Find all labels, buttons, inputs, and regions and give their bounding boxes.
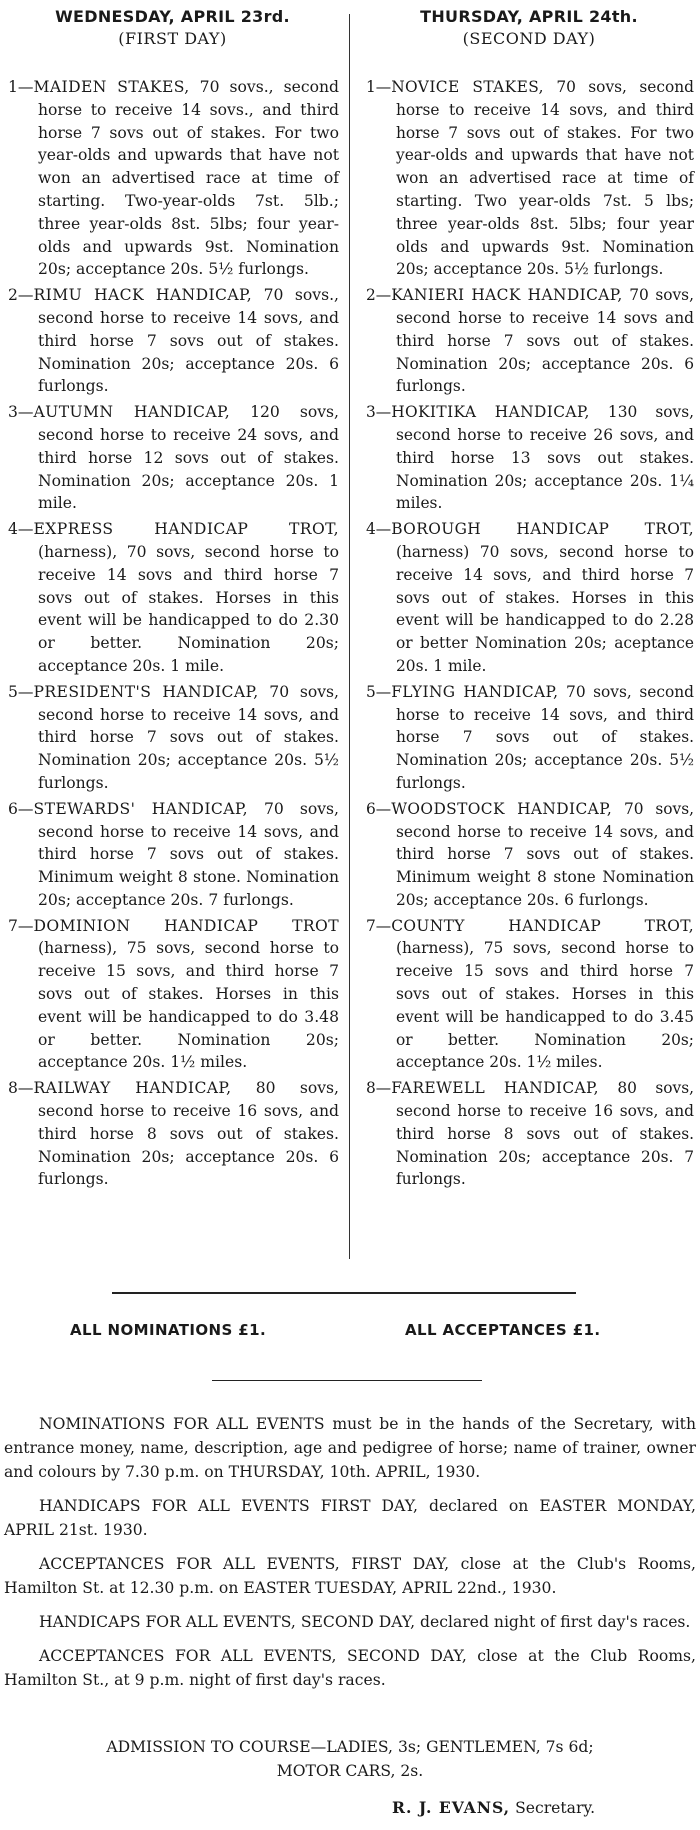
race-name: FAREWELL HANDICAP,	[391, 1079, 599, 1098]
second-day-header	[364, 6, 694, 50]
admission-line-1: ADMISSION TO COURSE—LADIES, 3s; GENTLEMEN, 7s 6d;	[106, 1738, 594, 1756]
race-name: NOVICE STAKES,	[391, 78, 544, 96]
race-number: 3	[8, 403, 18, 422]
race-entry: 5—FLYING HANDICAP, 70 sovs, second horse to receive 14 sovs, and third horse 7 sovs out of stakes. Nomination 20s; acceptance 20s. 5½ furlongs.	[366, 682, 694, 792]
acceptances-fee: ALL ACCEPTANCES £1.	[405, 1321, 601, 1339]
first-day-column	[6, 6, 339, 1194]
race-conditions: 130 sovs, second horse to receive 26 sovs, and third horse 13 sovs out stakes. Nomination 20s; acceptance 20s. 1¼ miles.	[396, 403, 694, 513]
race-conditions: 70 sovs., second horse to receive 14 sovs., and third horse 7 sovs out of stakes. For two year-olds and upwards that have not won an advertised race at time of starting. Two-year-olds 7st. 5lb.; three year-olds 8st. 5lbs; four year-olds and upwards 9st. Nomination 20s; acceptance 20s. 5½ furlongs.	[38, 78, 339, 279]
summary-rule	[212, 1380, 482, 1381]
race-number: 4	[366, 520, 376, 539]
race-number: 4	[8, 520, 18, 539]
race-number: 5	[366, 682, 376, 701]
notice-first-day-handicaps: HANDICAPS FOR ALL EVENTS FIRST DAY, declared on EASTER MONDAY, APRIL 21st. 1930.	[4, 1497, 696, 1539]
race-entry: 3—AUTUMN HANDICAP, 120 sovs, second horse to receive 24 sovs, and third horse 12 sovs out of stakes. Nomination 20s; acceptance 20s. 1 mile.	[8, 403, 339, 513]
race-number: 8	[8, 1079, 18, 1098]
race-number: 7	[8, 916, 18, 935]
race-conditions: 70 sovs, second horse to receive 14 sovs, and third horse 7 sovs out of stakes. Minimum weight 8 stone Nomination 20s; acceptance 20s. 6 furlongs.	[396, 799, 694, 909]
race-name: BOROUGH HANDICAP TROT,	[391, 520, 694, 539]
section-rule	[112, 1292, 576, 1294]
race-number: 1	[8, 78, 18, 96]
race-name: STEWARDS' HANDICAP,	[33, 799, 248, 818]
race-number: 5	[8, 682, 18, 701]
race-name: FLYING HANDICAP,	[391, 682, 559, 701]
race-conditions: (harness) 70 sovs, second horse to receive 14 sovs, and third horse 7 sovs out of stakes. Horses in this event will be handicapped to do 2.28 or better Nomination 20s; aceptance 20s. 1 mile.	[396, 542, 694, 675]
second-day-column	[364, 6, 694, 1194]
admission-line-2: MOTOR CARS, 2s.	[276, 1762, 424, 1780]
notice-first-day-acceptances: ACCEPTANCES FOR ALL EVENTS, FIRST DAY, close at the Club's Rooms, Hamilton St. at 12.30 p.m. on EASTER TUESDAY, APRIL 22nd., 1930.	[4, 1555, 696, 1597]
notice-second-day-acceptances: ACCEPTANCES FOR ALL EVENTS, SECOND DAY, close at the Club Rooms, Hamilton St., at 9 p.m. night of first day's races.	[4, 1647, 696, 1689]
race-conditions: 70 sovs., second horse to receive 14 sovs, and third horse 7 sovs out of stakes. Nomination 20s; acceptance 20s. 6 furlongs.	[38, 286, 339, 396]
race-entry: 4—EXPRESS HANDICAP TROT, (harness), 70 sovs, second horse to receive 14 sovs and third horse 7 sovs out of stakes. Horses in this event will be handicapped to do 2.30 or better. Nomination 20s; acceptance 20s. 1 mile.	[8, 520, 339, 675]
race-name: AUTUMN HANDICAP,	[33, 403, 231, 422]
race-name: HOKITIKA HANDICAP,	[391, 403, 590, 422]
race-name: EXPRESS HANDICAP TROT,	[33, 520, 339, 539]
race-conditions: 80 sovs, second horse to receive 16 sovs, and third horse 8 sovs out of stakes. Nomination 20s; acceptance 20s. 6 furlongs.	[38, 1079, 339, 1189]
race-number: 2	[8, 286, 18, 305]
race-conditions: 70 sovs, second horse to receive 14 sovs, and third horse 7 sovs out of stakes. For two year-olds and upwards that have not won an advertised race at time of starting. Two year-olds 7st. 5 lbs; three year-olds 8st. 5lbs; four year olds and upwards 9st. Nomination 20s; acceptance 20s. 5½ furlongs.	[396, 78, 694, 279]
race-conditions: (harness), 75 sovs, second horse to receive 15 sovs, and third horse 7 sovs out of stakes. Horses in this event will be handicapped to do 3.48 or better. Nomination 20s; acceptance 20s. 1½ miles.	[38, 939, 339, 1072]
race-number: 2	[366, 286, 376, 305]
column-divider	[349, 14, 350, 1259]
race-entry: 8—FAREWELL HANDICAP, 80 sovs, second horse to receive 16 sovs, and third horse 8 sovs out of stakes. Nomination 20s; acceptance 20s. 7 furlongs.	[366, 1079, 694, 1189]
race-conditions: 80 sovs, second horse to receive 16 sovs, and third horse 8 sovs out of stakes. Nomination 20s; acceptance 20s. 7 furlongs.	[396, 1079, 694, 1189]
race-name: RIMU HACK HANDICAP,	[33, 286, 253, 305]
first-day-subtitle: (FIRST DAY)	[118, 29, 227, 48]
race-name: MAIDEN STAKES,	[33, 78, 190, 96]
notice-nominations: NOMINATIONS FOR ALL EVENTS must be in the hands of the Secretary, with entrance money, name, description, age and pedigree of horse; name of trainer, owner and colours by 7.30 p.m. on THURSDAY, 10th. APRIL, 1930.	[4, 1415, 696, 1481]
race-number: 3	[366, 403, 376, 422]
race-name: DOMINION HANDICAP TROT	[33, 916, 339, 935]
race-number: 1	[366, 78, 376, 96]
race-entry: 2—RIMU HACK HANDICAP, 70 sovs., second horse to receive 14 sovs, and third horse 7 sovs out of stakes. Nomination 20s; acceptance 20s. 6 furlongs.	[8, 286, 339, 396]
race-conditions: 70 sovs, second horse to receive 14 sovs, and third horse 7 sovs out of stakes. Nomination 20s; acceptance 20s. 5½ furlongs.	[38, 682, 339, 792]
race-entry: 4—BOROUGH HANDICAP TROT, (harness) 70 sovs, second horse to receive 14 sovs, and third horse 7 sovs out of stakes. Horses in this event will be handicapped to do 2.28 or better Nomination 20s; aceptance 20s. 1 mile.	[366, 520, 694, 675]
race-conditions: 120 sovs, second horse to receive 24 sovs, and third horse 12 sovs out of stakes. Nomination 20s; acceptance 20s. 1 mile.	[38, 403, 339, 513]
race-conditions: 70 sovs, second horse to receive 14 sovs and third horse 7 sovs out of stakes. Nomination 20s; acceptance 20s. 6 furlongs.	[396, 286, 694, 396]
race-entry: 6—WOODSTOCK HANDICAP, 70 sovs, second horse to receive 14 sovs, and third horse 7 sovs out of stakes. Minimum weight 8 stone Nomination 20s; acceptance 20s. 6 furlongs.	[366, 799, 694, 909]
race-name: COUNTY HANDICAP TROT,	[391, 916, 694, 935]
race-name: PRESIDENT'S HANDICAP,	[33, 682, 259, 701]
race-entry: 5—PRESIDENT'S HANDICAP, 70 sovs, second horse to receive 14 sovs, and third horse 7 sovs out of stakes. Nomination 20s; acceptance 20s. 5½ furlongs.	[8, 682, 339, 792]
race-number: 6	[8, 799, 18, 818]
race-entry: 3—HOKITIKA HANDICAP, 130 sovs, second horse to receive 26 sovs, and third horse 13 sovs out stakes. Nomination 20s; acceptance 20s. 1¼ miles.	[366, 403, 694, 513]
race-name: WOODSTOCK HANDICAP,	[391, 799, 613, 818]
nominations-fee: ALL NOMINATIONS £1.	[70, 1321, 267, 1339]
race-name: RAILWAY HANDICAP,	[33, 1079, 232, 1098]
race-conditions: (harness), 75 sovs, second horse to receive 15 sovs and third horse 7 sovs out of stakes. Horses in this event will be handicapped to do 3.45 or better. Nomination 20s; acceptance 20s. 1½ miles.	[396, 939, 694, 1072]
first-day-race-list	[6, 76, 339, 1191]
notice-second-day-handicaps: HANDICAPS FOR ALL EVENTS, SECOND DAY, declared night of first day's races.	[39, 1613, 691, 1631]
race-number: 8	[366, 1079, 376, 1098]
admission-prices	[0, 1735, 700, 1783]
race-entry: 7—DOMINION HANDICAP TROT (harness), 75 sovs, second horse to receive 15 sovs, and third horse 7 sovs out of stakes. Horses in this event will be handicapped to do 3.48 or better. Nomination 20s; acceptance 20s. 1½ miles.	[8, 916, 339, 1072]
race-conditions: 70 sovs, second horse to receive 14 sovs, and third horse 7 sovs out of stakes. Nomination 20s; acceptance 20s. 5½ furlongs.	[396, 682, 694, 792]
secretary-signature	[392, 1798, 595, 1817]
second-day-subtitle: (SECOND DAY)	[462, 29, 596, 48]
race-entry: 7—COUNTY HANDICAP TROT, (harness), 75 sovs, second horse to receive 15 sovs and third horse 7 sovs out of stakes. Horses in this event will be handicapped to do 3.45 or better. Nomination 20s; acceptance 20s. 1½ miles.	[366, 916, 694, 1072]
first-day-title: WEDNESDAY, APRIL 23rd.	[55, 7, 290, 26]
race-conditions: (harness), 70 sovs, second horse to receive 14 sovs and third horse 7 sovs out of stakes. Horses in this event will be handicapped to do 2.30 or better. Nomination 20s; acceptance 20s. 1 mile.	[38, 542, 339, 675]
second-day-race-list	[364, 76, 694, 1191]
race-number: 7	[366, 916, 376, 935]
race-entry: 8—RAILWAY HANDICAP, 80 sovs, second horse to receive 16 sovs, and third horse 8 sovs out of stakes. Nomination 20s; acceptance 20s. 6 furlongs.	[8, 1079, 339, 1189]
notices-section	[4, 1412, 696, 1702]
secretary-title: Secretary.	[515, 1799, 596, 1817]
race-name: KANIERI HACK HANDICAP,	[391, 286, 623, 305]
race-entry: 1—MAIDEN STAKES, 70 sovs., second horse to receive 14 sovs., and third horse 7 sovs out of stakes. For two year-olds and upwards that have not won an advertised race at time of starting. Two-year-olds 7st. 5lb.; three year-olds 8st. 5lbs; four year-olds and upwards 9st. Nomination 20s; acceptance 20s. 5½ furlongs.	[8, 78, 339, 279]
race-number: 6	[366, 799, 376, 818]
secretary-name: R. J. EVANS,	[392, 1798, 511, 1817]
second-day-title: THURSDAY, APRIL 24th.	[420, 7, 638, 26]
race-entry: 2—KANIERI HACK HANDICAP, 70 sovs, second horse to receive 14 sovs and third horse 7 sovs out of stakes. Nomination 20s; acceptance 20s. 6 furlongs.	[366, 286, 694, 396]
race-entry: 6—STEWARDS' HANDICAP, 70 sovs, second horse to receive 14 sovs, and third horse 7 sovs out of stakes. Minimum weight 8 stone. Nomination 20s; acceptance 20s. 7 furlongs.	[8, 799, 339, 909]
race-entry: 1—NOVICE STAKES, 70 sovs, second horse to receive 14 sovs, and third horse 7 sovs out of stakes. For two year-olds and upwards that have not won an advertised race at time of starting. Two year-olds 7st. 5 lbs; three year-olds 8st. 5lbs; four year olds and upwards 9st. Nomination 20s; acceptance 20s. 5½ furlongs.	[366, 78, 694, 279]
race-conditions: 70 sovs, second horse to receive 14 sovs, and third horse 7 sovs out of stakes. Minimum weight 8 stone. Nomination 20s; acceptance 20s. 7 furlongs.	[38, 799, 339, 909]
first-day-header	[6, 6, 339, 50]
